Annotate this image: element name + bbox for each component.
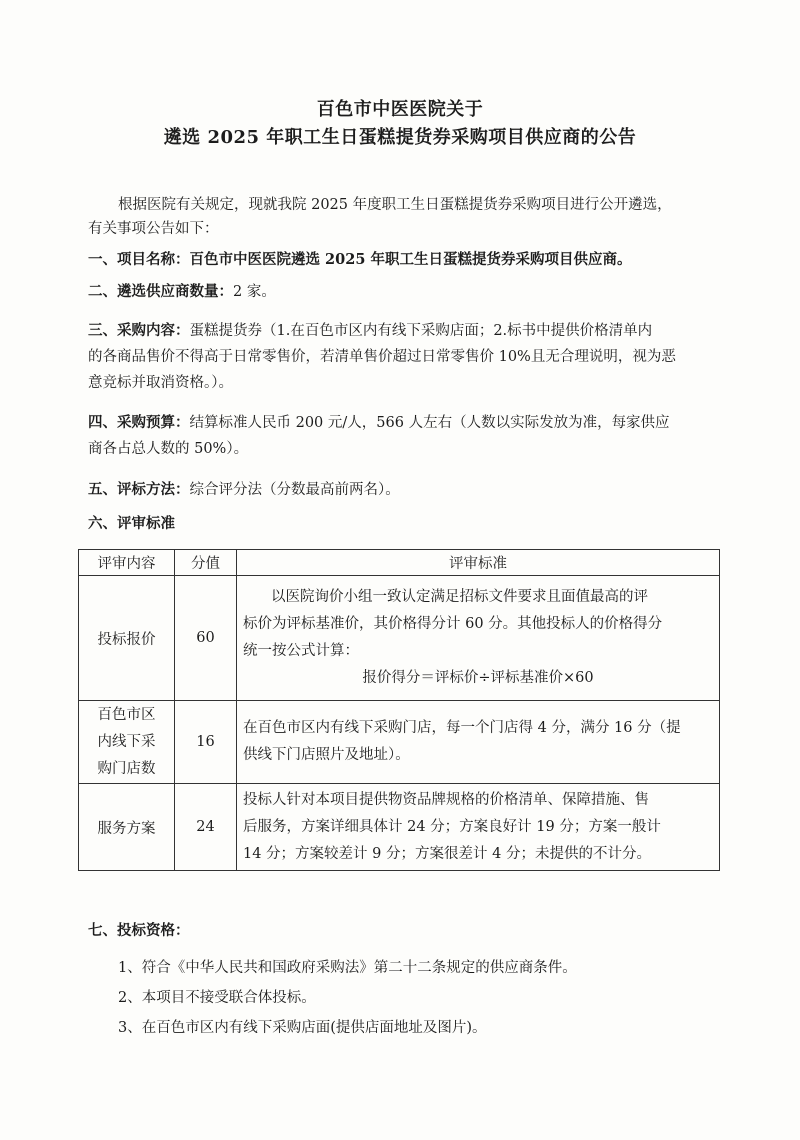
item-1-text: 百色市中医医院遴选 2025 年职工生日蛋糕提货券采购项目供应商。 [189,251,632,268]
row2-name-line1: 百色市区 [97,706,156,723]
item-5-text: 综合评分法（分数最高前两名）。 [189,482,400,498]
row3-line3: 14 分；方案较差计 9 分；方案很差计 4 分；未提供的不计分。 [243,845,651,862]
row1-line3: 统一按公式计算： [243,643,359,659]
item-4-line1 [88,413,670,433]
row2-name [79,701,175,784]
table-header-row [79,550,720,576]
row1-line1: 以医院询价小组一致认定满足招标文件要求且面值最高的评 [271,589,648,605]
row2-line1: 在百色市区内有线下采购门店，每一个门店得 4 分，满分 16 分（提 [243,720,681,736]
row3-score: 24 [175,784,237,871]
row1-score: 60 [175,576,237,701]
header-score: 分值 [175,550,237,576]
row2-name-line2: 内线下采 [97,733,156,750]
qualification-2: 2、本项目不接受联合体投标。 [118,990,316,1006]
item-3-line1 [88,321,652,341]
item-3-text1: 蛋糕提货券（1.在百色市区内有线下采购店面；2.标书中提供价格清单内 [189,323,653,339]
item-2-text: 2 家。 [233,284,276,300]
qualification-label: 七、投标资格： [88,922,190,939]
row3-criteria [237,784,720,871]
row2-criteria [237,701,720,784]
doc-title-line1: 百色市中医医院关于 [316,99,484,120]
row2-score: 16 [175,701,237,784]
criteria-table [78,549,720,871]
qualification-1: 1、符合《中华人民共和国政府采购法》第二十二条规定的供应商条件。 [118,960,577,976]
qualification-3: 3、在百色市区内有线下采购店面(提供店面地址及图片)。 [118,1020,487,1036]
item-2 [88,282,276,302]
row2-line2: 供线下门店照片及地址）。 [243,747,410,763]
item-3-line3: 意竞标并取消资格。）。 [88,375,233,391]
row1-criteria [237,576,720,701]
table-row [79,784,720,871]
item-4-label: 四、采购预算： [88,414,190,431]
header-criteria: 评审标准 [237,550,720,576]
row2-name-line3: 购门店数 [97,760,156,777]
item-3-line2: 的各商品售价不得高于日常零售价，若清单售价超过日常零售价 10%且无合理说明，视为恶 [88,349,676,365]
item-1 [88,250,631,270]
table-row [79,701,720,784]
row1-line2: 标价为评标基准价，其价格得分计 60 分。其他投标人的价格得分 [243,616,663,632]
item-4-text1: 结算标准人民币 200 元/人，566 人左右（人数以实际发放为准，每家供应 [189,415,670,431]
row1-name: 投标报价 [79,576,175,701]
doc-title-line2: 遴选 2025 年职工生日蛋糕提货券采购项目供应商的公告 [163,127,637,148]
item-2-label: 二、遴选供应商数量： [88,283,233,300]
item-5 [88,480,400,500]
row3-line1: 投标人针对本项目提供物资品牌规格的价格清单、保障措施、售 [243,791,649,808]
row1-formula: 报价得分＝评标价÷评标基准价×60 [362,670,594,686]
item-1-label: 一、项目名称： [88,251,190,268]
item-3-label: 三、采购内容： [88,322,190,339]
item-5-label: 五、评标方法： [88,481,190,498]
row3-line2: 后服务，方案详细具体计 24 分；方案良好计 19 分；方案一般计 [243,818,661,835]
item-4-line2: 商各占总人数的 50%）。 [88,441,249,457]
header-content: 评审内容 [79,550,175,576]
intro-line1: 根据医院有关规定，现就我院 2025 年度职工生日蛋糕提货券采购项目进行公开遴选， [118,197,672,213]
intro-line2: 有关事项公告如下： [88,221,219,237]
row3-name: 服务方案 [79,784,175,871]
table-row [79,576,720,701]
item-6-label: 六、评审标准 [88,515,175,532]
